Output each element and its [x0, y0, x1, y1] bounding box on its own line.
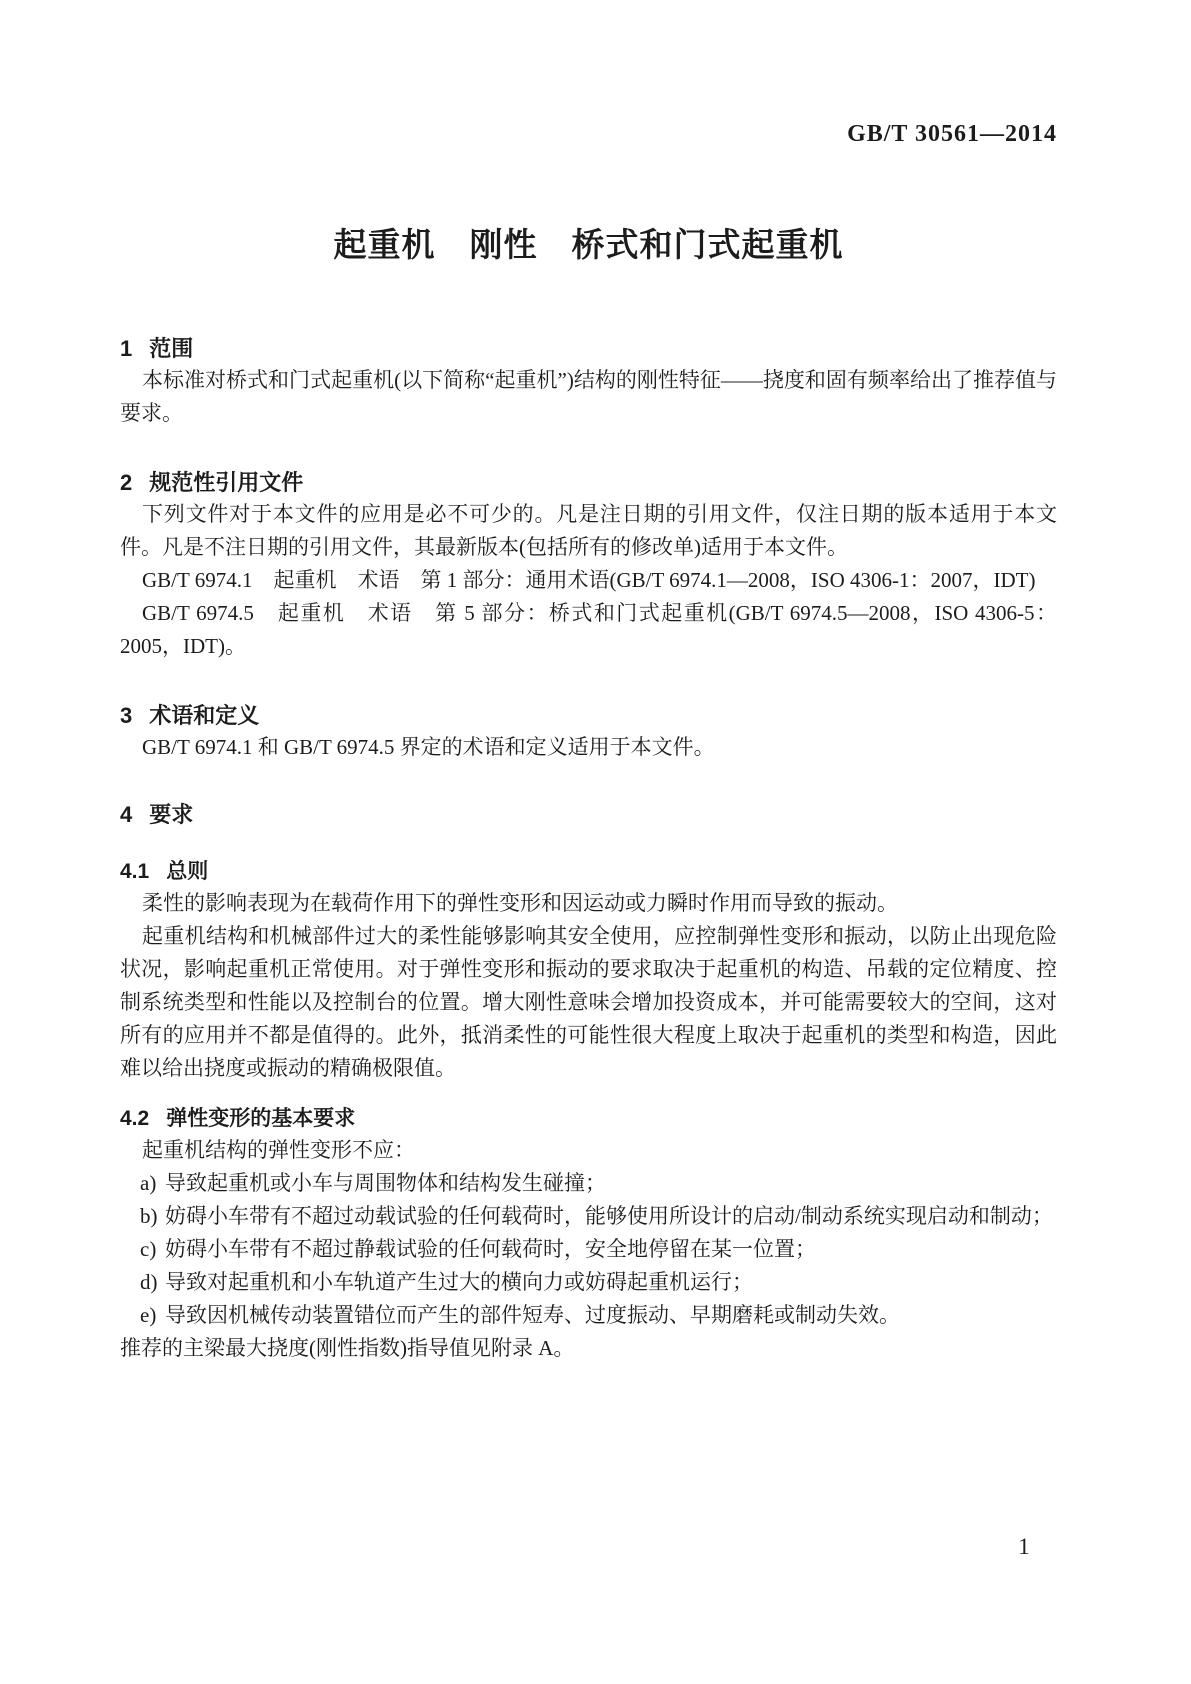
terms-paragraph: GB/T 6974.1 和 GB/T 6974.5 界定的术语和定义适用于本文件。: [142, 735, 715, 759]
section-number: 4: [120, 802, 133, 827]
list-item-label: d): [140, 1270, 158, 1294]
subsection-number: 4.2: [120, 1107, 150, 1130]
list-item-label: b): [140, 1204, 158, 1228]
list-item: [120, 1266, 1057, 1299]
section-number: 2: [120, 470, 133, 495]
list-item-text: 导致对起重机和小车轨道产生过大的横向力或妨碍起重机运行；: [165, 1270, 753, 1294]
subsection-number: 4.1: [120, 860, 150, 883]
list-item: [120, 1167, 1057, 1200]
list-item-label: e): [140, 1303, 157, 1327]
elastic-requirements-list: [120, 1167, 1057, 1332]
section-heading-requirements: [120, 800, 1057, 830]
section-title: 规范性引用文件: [149, 470, 304, 495]
section-title: 范围: [149, 336, 194, 361]
scope-paragraph: 本标准对桥式和门式起重机(以下简称“起重机”)结构的刚性特征——挠度和固有频率给出了推荐值与要求。: [120, 368, 1057, 425]
section-heading-references: [120, 468, 1057, 498]
list-item-text: 妨碍小车带有不超过动载试验的任何载荷时，能够使用所设计的启动/制动系统实现启动和制动；: [165, 1204, 1053, 1228]
list-item-text: 妨碍小车带有不超过静载试验的任何载荷时，安全地停留在某一位置；: [165, 1237, 816, 1261]
general-paragraph-1: 柔性的影响表现为在载荷作用下的弹性变形和因运动或力瞬时作用而导致的振动。: [142, 891, 898, 915]
standard-code: GB/T 30561—2014: [847, 121, 1057, 147]
section-number: 3: [120, 703, 133, 728]
list-item-label: a): [140, 1171, 157, 1195]
subsection-title: 弹性变形的基本要求: [166, 1107, 356, 1130]
general-paragraph-2: 起重机结构和机械部件过大的柔性能够影响其安全使用，应控制弹性变形和振动，以防止出现危险状况，影响起重机正常使用。对于弹性变形和振动的要求取决于起重机的构造、吊载的定位精度、控制系统类型和性能以及控制台的位置。增大刚性意味会增加投资成本，并可能需要较大的空间，这对所有的应用并不都是值得的。此外，抵消柔性的可能性很大程度上取决于起重机的类型和构造，因此难以给出挠度或振动的精确极限值。: [120, 924, 1057, 1080]
list-item: [120, 1299, 1057, 1332]
reference-item: GB/T 6974.1 起重机 术语 第 1 部分：通用术语(GB/T 6974.1—2008，ISO 4306-1：2007，IDT): [142, 568, 1036, 592]
elastic-intro-paragraph: 起重机结构的弹性变形不应：: [142, 1138, 415, 1162]
list-item: [120, 1200, 1057, 1233]
list-item: [120, 1233, 1057, 1266]
document-title: 起重机 刚性 桥式和门式起重机: [333, 226, 844, 263]
subsection-heading-general: [120, 857, 1057, 887]
page-content: [120, 0, 1057, 1365]
list-item-text: 导致起重机或小车与周围物体和结构发生碰撞；: [165, 1171, 606, 1195]
list-item-text: 导致因机械传动装置错位而产生的部件短寿、过度振动、早期磨耗或制动失效。: [165, 1303, 900, 1327]
page-number: 1: [1018, 1534, 1030, 1559]
section-number: 1: [120, 336, 133, 361]
reference-item: GB/T 6974.5 起重机 术语 第 5 部分：桥式和门式起重机(GB/T 6974.5—2008，ISO 4306-5：2005，IDT)。: [120, 601, 1057, 658]
subsection-heading-elastic-deformation: [120, 1104, 1057, 1134]
section-title: 要求: [149, 802, 194, 827]
section-heading-terms: [120, 701, 1057, 731]
elastic-outro-paragraph: 推荐的主梁最大挠度(刚性指数)指导值见附录 A。: [120, 1336, 575, 1360]
subsection-title: 总则: [166, 860, 209, 883]
section-title: 术语和定义: [149, 703, 260, 728]
list-item-label: c): [140, 1237, 157, 1261]
section-heading-scope: [120, 334, 1057, 364]
references-intro-paragraph: 下列文件对于本文件的应用是必不可少的。凡是注日期的引用文件，仅注日期的版本适用于本文件。凡是不注日期的引用文件，其最新版本(包括所有的修改单)适用于本文件。: [120, 502, 1057, 559]
